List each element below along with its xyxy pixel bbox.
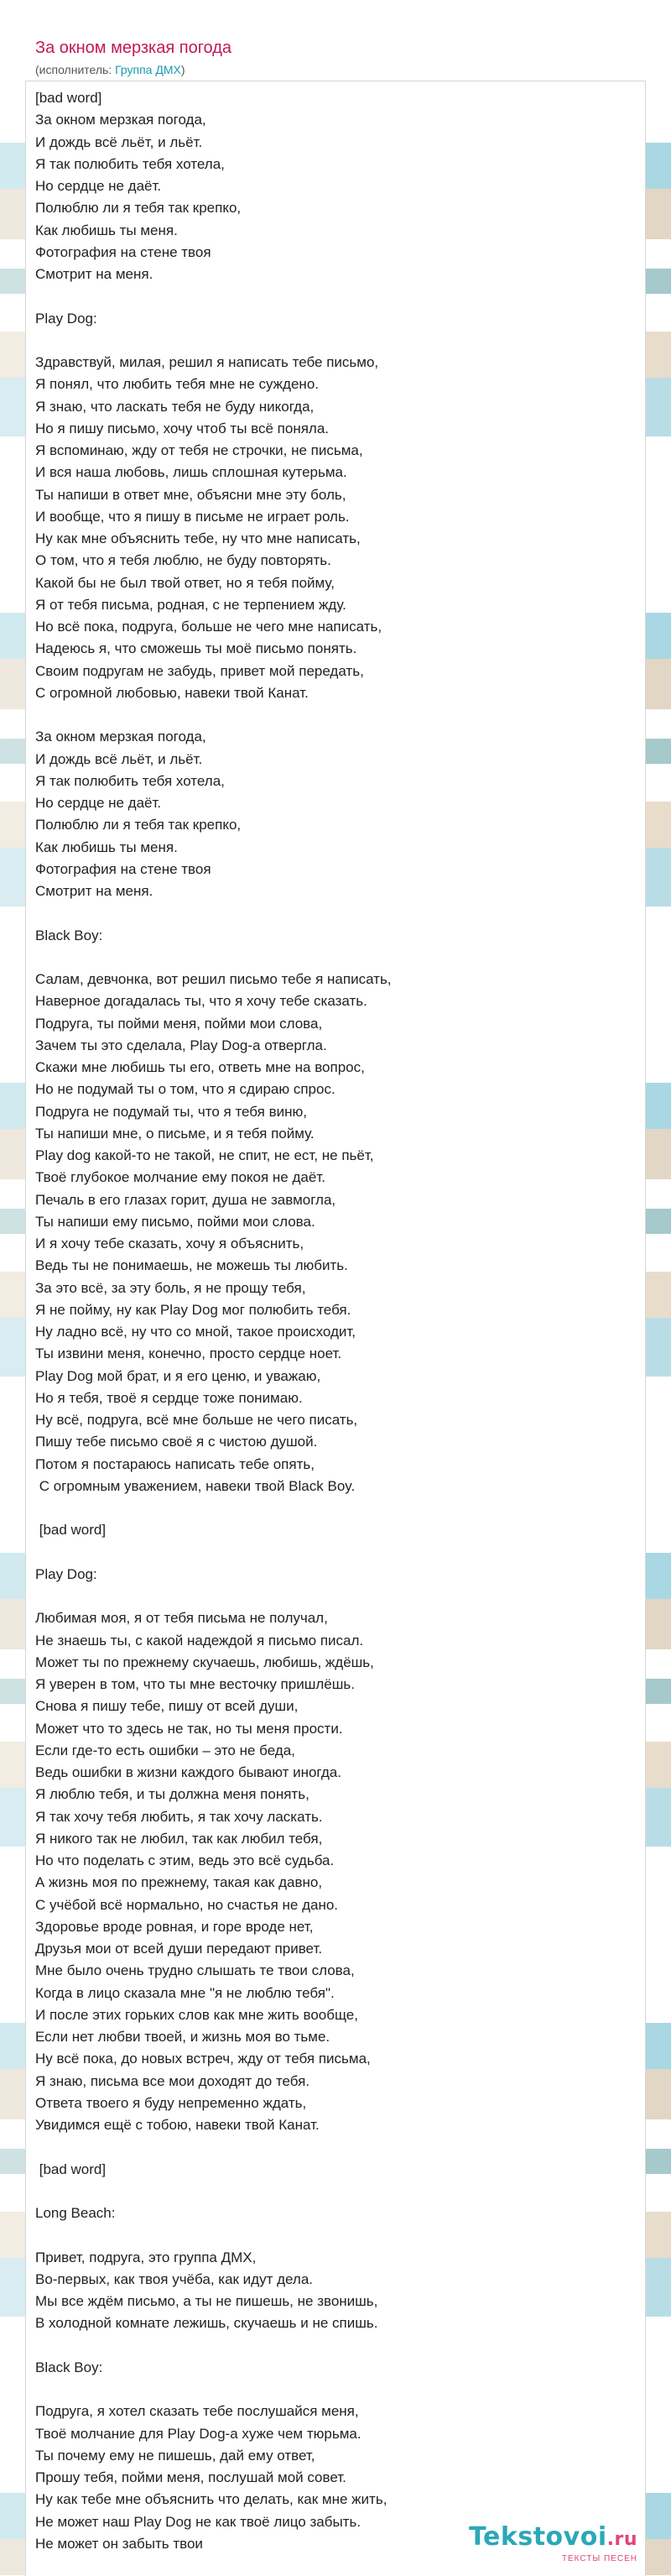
lyric-line: Play Dog мой брат, и я его ценю, и уважаю,	[35, 1367, 321, 1384]
lyric-line: Я так полюбить тебя хотела,	[35, 155, 225, 172]
lyric-line: Своим подругам не забудь, привет мой передать,	[35, 662, 364, 679]
lyric-line: Black Boy:	[35, 2359, 103, 2375]
lyric-line: Подруга, я хотел сказать тебе послушайся меня,	[35, 2403, 359, 2420]
song-title: За окном мерзкая погода	[35, 39, 232, 57]
lyric-line: С огромной любовью, навеки твой Канат.	[35, 684, 309, 701]
lyric-line: Скажи мне любишь ты его, ответь мне на вопрос,	[35, 1059, 365, 1075]
lyric-line: Play Dog:	[35, 310, 97, 327]
lyric-line: Ведь ты не понимаешь, не можешь ты любить.	[35, 1257, 348, 1274]
lyric-line: Печаль в его глазах горит, душа не завмогла,	[35, 1191, 336, 1208]
lyric-line: Здоровье вроде ровная, и горе вроде нет,	[35, 1918, 314, 1935]
lyric-line: Мы все ждём письмо, а ты не пишешь, не звонишь,	[35, 2293, 378, 2309]
lyric-line: Я уверен в том, что ты мне весточку пришлёшь.	[35, 1676, 355, 1692]
lyric-line: Ну как мне объяснить тебе, ну что мне написать,	[35, 530, 361, 546]
lyric-line: С учёбой всё нормально, но счастья не дано.	[35, 1896, 339, 1913]
lyric-line: Твоё молчание для Play Dog-а хуже чем тюрьма.	[35, 2425, 362, 2442]
artist-suffix: )	[180, 63, 185, 76]
lyric-line: Я понял, что любить тебя мне не суждено.	[35, 376, 319, 393]
lyric-line: А жизнь моя по прежнему, такая как давно,	[35, 1874, 323, 1891]
lyric-line	[35, 285, 631, 307]
lyric-line: За окном мерзкая погода,	[35, 112, 206, 128]
lyric-line: Не может наш Play Dog не как твоё лицо забыть.	[35, 2513, 362, 2530]
lyric-line	[35, 2224, 631, 2246]
lyric-line: Прошу тебя, пойми меня, послушай мой совет.	[35, 2469, 346, 2485]
lyric-line	[35, 2335, 631, 2357]
lyric-line: И я хочу тебе сказать, хочу я объяснить,	[35, 1236, 304, 1251]
lyric-line: Не может он забыть твои	[35, 2535, 203, 2552]
lyric-line	[35, 1542, 631, 1564]
lyric-line: Play Dog:	[35, 1565, 97, 1582]
lyric-line	[35, 902, 631, 924]
lyric-line: Ты почему ему не пишешь, дай ему ответ,	[35, 2447, 315, 2464]
lyric-line: И дождь всё льёт, и льёт.	[35, 750, 203, 767]
lyric-line: Я не пойму, ну как Play Dog мог полюбить тебя.	[35, 1301, 351, 1318]
lyric-line: Если где-то есть ошибки – это не беда,	[35, 1742, 295, 1758]
lyric-line: И вся наша любовь, лишь сплошная кутерьма.	[35, 464, 347, 481]
lyric-line: Но я тебя, твоё я сердце тоже понимаю.	[35, 1389, 303, 1406]
lyric-line	[35, 1586, 631, 1607]
logo-name: Tekstovoi	[469, 2522, 607, 2552]
lyric-line: [bad word]	[35, 1522, 107, 1539]
lyric-line: Подруга не подумай ты, что я тебя виню,	[35, 1103, 307, 1120]
lyric-line: Ну ладно всё, ну что со мной, такое происходит,	[35, 1324, 356, 1340]
artist-prefix: (исполнитель:	[35, 63, 116, 76]
lyric-line: Ну всё пока, до новых встреч, жду от тебя письма,	[35, 2051, 371, 2067]
lyric-line	[35, 947, 631, 969]
lyric-line: Ну как тебе мне объяснить что делать, как мне жить,	[35, 2491, 388, 2508]
lyric-line: И дождь всё льёт, и льёт.	[35, 133, 203, 150]
lyric-line: Ты извини меня, конечно, просто сердце ноет.	[35, 1345, 342, 1362]
lyric-line: Мне было очень трудно слышать те твои слова,	[35, 1962, 355, 1979]
lyric-line: Снова я пишу тебе, пишу от всей души,	[35, 1698, 299, 1715]
lyric-line: Я знаю, что ласкать тебя не буду никогда,	[35, 398, 315, 415]
lyric-line: Смотрит на меня.	[35, 266, 153, 282]
lyric-line: Я люблю тебя, и ты должна меня понять,	[35, 1786, 309, 1803]
lyric-line: Ответа твоего я буду непременно ждать,	[35, 2094, 307, 2111]
lyric-line: За окном мерзкая погода,	[35, 729, 206, 745]
lyric-line: Фотография на стене твоя	[35, 243, 211, 260]
lyric-line: Увидимся ещё с тобою, навеки твой Канат.	[35, 2117, 320, 2133]
lyric-line: Я от тебя письма, родная, с не терпением жду.	[35, 596, 346, 613]
lyric-line: Как любишь ты меня.	[35, 839, 178, 855]
lyric-line	[35, 2379, 631, 2401]
lyric-line: Полюблю ли я тебя так крепко,	[35, 817, 242, 833]
lyric-line: Я вспоминаю, жду от тебя не строчки, не письма,	[35, 442, 363, 458]
lyric-line: Long Beach:	[35, 2205, 116, 2221]
lyric-line: Но сердце не даёт.	[35, 795, 162, 811]
lyric-line: Зачем ты это сделала, Play Dog-а отвергла.	[35, 1037, 327, 1053]
lyric-line	[35, 1497, 631, 1519]
lyric-line: Black Boy:	[35, 927, 103, 943]
lyric-line: Но не подумай ты о том, что я сдираю спрос.	[35, 1081, 336, 1098]
lyric-line	[35, 330, 631, 352]
lyric-line: Какой бы не был твой ответ, но я тебя пойму,	[35, 574, 335, 591]
lyric-line: Я так хочу тебя любить, я так хочу ласкать.	[35, 1808, 323, 1825]
lyric-line	[35, 2136, 631, 2158]
lyric-line: В холодной комнате лежишь, скучаешь и не спишь.	[35, 2315, 378, 2332]
lyric-line: Ты напиши в ответ мне, объясни мне эту боль,	[35, 486, 346, 503]
lyric-line: Друзья мои от всей души передают привет.	[35, 1941, 323, 1957]
lyric-line: Потом я постараюсь написать тебе опять,	[35, 1455, 315, 1472]
left-decorative-stripes	[0, 0, 29, 2575]
lyric-line: Если нет любви твоей, и жизнь моя во тьме.	[35, 2029, 330, 2045]
lyric-line: Подруга, ты пойми меня, пойми мои слова,	[35, 1015, 323, 1032]
lyric-line: Ну всё, подруга, всё мне больше не чего писать,	[35, 1412, 358, 1428]
artist-line	[35, 62, 636, 77]
lyric-line: Не знаешь ты, с какой надеждой я письмо писал.	[35, 1632, 364, 1649]
lyric-line: Я так полюбить тебя хотела,	[35, 772, 225, 789]
lyric-line: Салам, девчонка, вот решил письмо тебе я написать,	[35, 971, 392, 987]
lyric-line: Ведь ошибки в жизни каждого бывают иногда.	[35, 1764, 341, 1780]
lyric-line	[35, 704, 631, 726]
right-decorative-stripes	[642, 0, 671, 2575]
lyric-line: [bad word]	[35, 90, 102, 106]
lyric-line: Но я пишу письмо, хочу чтоб ты всё поняла.	[35, 420, 330, 436]
lyrics-text	[35, 87, 631, 2555]
lyric-line: Привет, подруга, это группа ДМХ,	[35, 2249, 257, 2265]
logo-tld: .ru	[606, 2529, 637, 2550]
lyric-line: Как любишь ты меня.	[35, 222, 178, 238]
site-logo[interactable]	[469, 2523, 637, 2564]
lyric-line: Но всё пока, подруга, больше не чего мне написать,	[35, 619, 382, 635]
lyric-line: Пишу тебе письмо своё я с чистою душой.	[35, 1434, 318, 1450]
lyric-line: Фотография на стене твоя	[35, 860, 211, 877]
lyric-line: И после этих горьких слов как мне жить вообще,	[35, 2006, 358, 2023]
logo-wordmark	[469, 2523, 637, 2554]
lyric-line: Полюблю ли я тебя так крепко,	[35, 200, 242, 217]
lyric-line: Наверное догадалась ты, что я хочу тебе сказать.	[35, 993, 367, 1010]
lyric-line: За это всё, за эту боль, я не прощу тебя,	[35, 1279, 306, 1296]
lyric-line	[35, 2181, 631, 2202]
lyric-line: Play dog какой-то не такой, не спит, не ест, не пьёт,	[35, 1147, 374, 1163]
lyric-line: Ты напиши мне, о письме, и я тебя пойму.	[35, 1125, 315, 1142]
lyric-line: О том, что я тебя люблю, не буду повторять.	[35, 552, 331, 569]
lyric-line: С огромным уважением, навеки твой Black Boy.	[35, 1477, 356, 1494]
lyric-line: Смотрит на меня.	[35, 883, 153, 899]
lyric-line: Когда в лицо сказала мне "я не люблю тебя".	[35, 1984, 335, 2001]
lyric-line: [bad word]	[35, 2161, 107, 2177]
logo-tagline: ТЕКСТЫ ПЕСЕН	[561, 2554, 637, 2563]
lyric-line: Во-первых, как твоя учёба, как идут дела.	[35, 2270, 314, 2287]
song-header	[35, 0, 636, 77]
lyric-line: Но что поделать с этим, ведь это всё судьба.	[35, 1852, 335, 1868]
lyric-line: Твоё глубокое молчание ему покоя не даёт.	[35, 1169, 325, 1186]
lyric-line: Ты напиши ему письмо, пойми мои слова.	[35, 1213, 315, 1230]
lyric-line: Может ты по прежнему скучаешь, любишь, ждёшь,	[35, 1654, 374, 1670]
lyric-line: Я никого так не любил, так как любил тебя,	[35, 1830, 323, 1847]
lyric-line: Может что то здесь не так, но ты меня прости.	[35, 1720, 343, 1737]
lyric-line: Любимая моя, я от тебя письма не получал,	[35, 1610, 328, 1627]
lyric-line: Я знаю, письма все мои доходят до тебя.	[35, 2072, 310, 2089]
lyric-line: Но сердце не даёт.	[35, 178, 162, 194]
lyric-line: Надеюсь я, что сможешь ты моё письмо понять.	[35, 640, 357, 657]
lyric-line: Здравствуй, милая, решил я написать тебе письмо,	[35, 354, 379, 370]
lyric-line: И вообще, что я пишу в письме не играет роль.	[35, 508, 350, 525]
artist-link[interactable]: Группа ДМХ	[115, 63, 181, 76]
